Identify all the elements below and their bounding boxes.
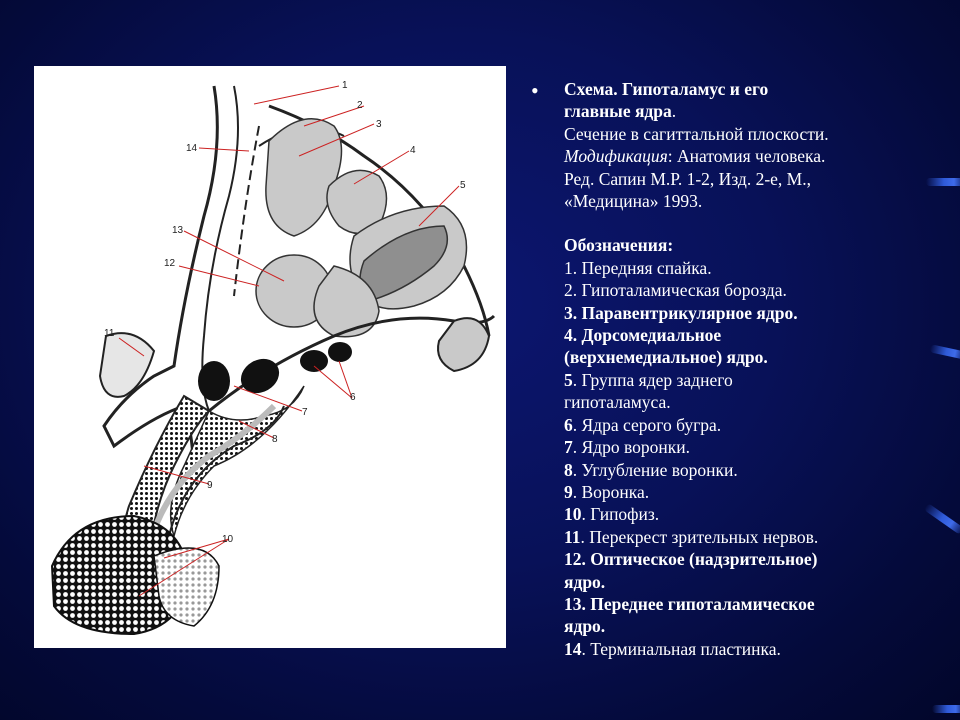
legend-num-5: 5 xyxy=(564,369,573,390)
label-4: 4 xyxy=(410,145,416,156)
legend-item-3: 3. Паравентрикулярное ядро. xyxy=(564,302,798,323)
legend-text-10: . Гипофиз. xyxy=(581,504,660,525)
tuber-nucleus-1 xyxy=(198,361,230,401)
legend-item-14 xyxy=(564,638,944,660)
description-text xyxy=(564,78,944,660)
paraventricular-nucleus xyxy=(266,119,342,236)
label-7: 7 xyxy=(302,407,308,418)
tuber-nucleus-3 xyxy=(300,350,328,372)
legend-text-9: . Воронка. xyxy=(572,481,650,502)
streak-decoration xyxy=(932,705,960,713)
legend-item-8 xyxy=(564,459,944,481)
legend-num-7: 7 xyxy=(564,437,573,458)
lamina-terminalis-outline xyxy=(202,86,238,411)
label-2: 2 xyxy=(357,100,363,111)
title-line-1 xyxy=(564,78,944,100)
legend-text-8: . Углубление воронки. xyxy=(572,459,738,480)
legend-num-9: 9 xyxy=(564,481,573,502)
legend-item-11 xyxy=(564,526,944,548)
label-1: 1 xyxy=(342,80,348,91)
legend-num-14: 14 xyxy=(564,638,582,659)
legend-num-8: 8 xyxy=(564,459,573,480)
legend-text-5: . Группа ядер заднего xyxy=(572,369,733,390)
legend-num-6: 6 xyxy=(564,414,573,435)
label-14: 14 xyxy=(186,143,198,154)
legend-item-5 xyxy=(564,369,944,391)
source-line-3: Ред. Сапин М.Р. 1-2, Изд. 2-е, М., xyxy=(564,168,811,189)
legend-text-12: . Оптическое (надзрительное) xyxy=(581,549,818,570)
legend-item-12-cont: ядро. xyxy=(564,571,606,592)
diagram-drawing xyxy=(34,66,506,648)
legend-item-12 xyxy=(564,548,944,570)
source-modification: Модификация xyxy=(564,146,668,167)
legend-num-13: 13 xyxy=(564,593,582,614)
title-schema: Схема xyxy=(564,79,614,99)
legend-text-6: . Ядра серого бугра. xyxy=(572,414,722,435)
legend-item-10 xyxy=(564,503,944,525)
label-8: 8 xyxy=(272,434,278,445)
label-9: 9 xyxy=(207,480,213,491)
legend-item-5-cont: гипоталамуса. xyxy=(564,392,671,413)
label-11: 11 xyxy=(104,328,115,339)
legend-item-13 xyxy=(564,593,944,615)
label-12: 12 xyxy=(164,258,176,269)
label-3: 3 xyxy=(376,119,382,130)
legend-heading: Обозначения: xyxy=(564,235,674,256)
source-line-1: Сечение в сагиттальной плоскости. xyxy=(564,123,829,144)
legend-item-13-cont: ядро. xyxy=(564,616,606,637)
label-5: 5 xyxy=(460,180,466,191)
third-ventricle-wall xyxy=(104,86,217,486)
legend-text-14: . Терминальная пластинка. xyxy=(581,638,781,659)
legend-item-1: 1. Передняя спайка. xyxy=(564,257,712,278)
title-rest: . Гипоталамус и его xyxy=(613,79,769,99)
legend-text-11: . Перекрест зрительных нервов. xyxy=(580,526,819,547)
legend-item-6 xyxy=(564,414,944,436)
legend-num-11: 11 xyxy=(564,526,581,547)
legend-text-7: . Ядро воронки. xyxy=(572,437,690,458)
legend-item-7 xyxy=(564,436,944,458)
legend-item-9 xyxy=(564,481,944,503)
optic-chiasm xyxy=(100,333,154,397)
source-line-2 xyxy=(564,145,944,167)
tuber-nucleus-4 xyxy=(328,342,352,362)
legend-text-13: . Переднее гипоталамическое xyxy=(581,593,815,614)
title-line-2 xyxy=(564,100,944,122)
legend-num-12: 12 xyxy=(564,549,582,570)
legend-item-4-cont: (верхнемедиальное) ядро. xyxy=(564,347,768,368)
label-13: 13 xyxy=(172,225,184,236)
mammillary-body xyxy=(438,318,489,371)
title-end: . xyxy=(671,101,677,122)
spacer xyxy=(564,212,944,234)
title-main-nuclei: главные ядра xyxy=(564,101,672,122)
source-line-4: «Медицина» 1993. xyxy=(564,191,703,212)
label-6: 6 xyxy=(350,392,356,403)
source-modification-rest: : Анатомия человека. xyxy=(667,146,826,167)
bullet-dot: • xyxy=(531,78,539,103)
legend-item-4: 4. Дорсомедиальное xyxy=(564,325,722,346)
legend-num-10: 10 xyxy=(564,504,582,525)
label-10: 10 xyxy=(222,534,234,545)
tuber-nucleus-2 xyxy=(235,352,286,400)
legend-item-2: 2. Гипоталамическая борозда. xyxy=(564,280,787,301)
hypothalamus-diagram xyxy=(34,66,506,648)
